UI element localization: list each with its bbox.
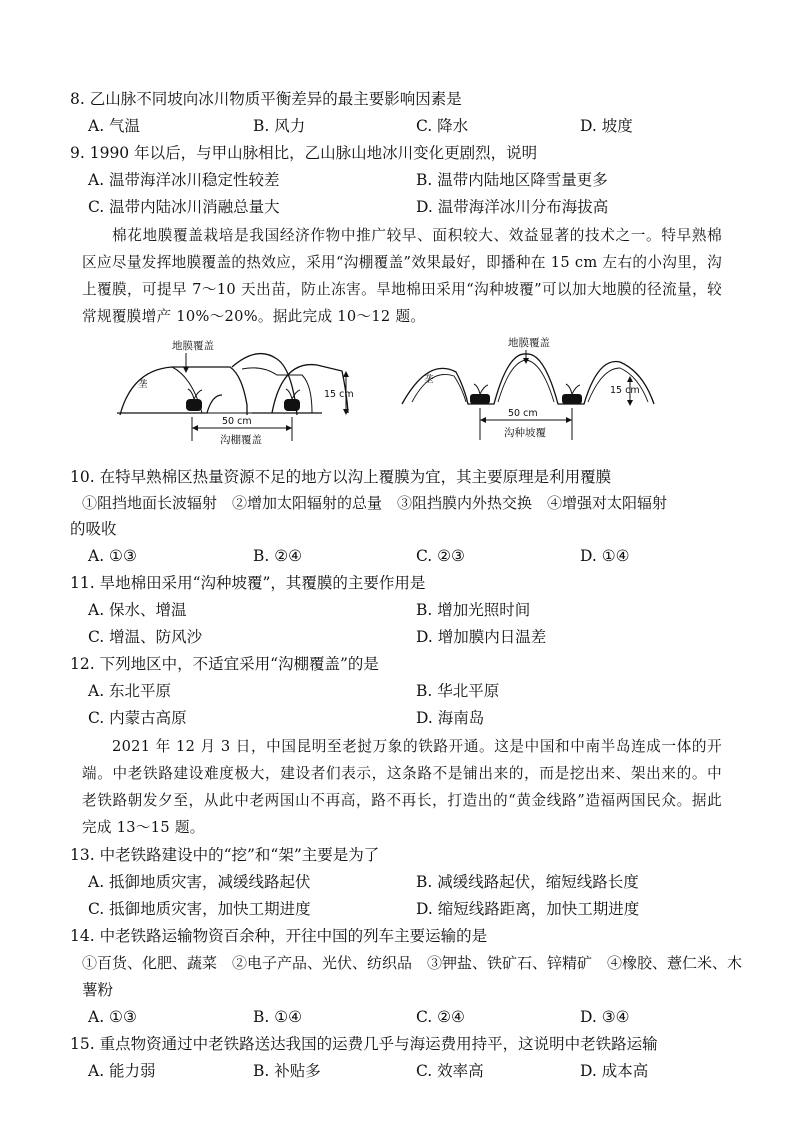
q9-option-b: B. 温带内陆地区降雪量更多	[416, 171, 608, 189]
q14-option-a: A. ①③	[88, 1008, 137, 1026]
right-top-label: 地膜覆盖	[508, 337, 550, 349]
q13-option-b: B. 减缓线路起伏，缩短线路长度	[416, 873, 639, 891]
q14-stem: 14. 中老铁路运输物资百余种，开往中国的列车主要运输的是	[70, 927, 488, 945]
q9-option-a: A. 温带海洋冰川稳定性较差	[88, 171, 280, 189]
q10-items-line2: 的吸收	[70, 520, 117, 538]
q10-stem: 10. 在特早熟棉区热量资源不足的地方以沟上覆膜为宜，其主要原理是利用覆膜	[70, 468, 612, 486]
q15-option-a: A. 能力弱	[88, 1062, 156, 1080]
right-height-label: 15 cm	[610, 385, 640, 396]
q10-option-c: C. ②③	[416, 547, 465, 565]
q8-option-a: A. 气温	[88, 117, 141, 135]
q10-items-line1: ①阻挡地面长波辐射 ②增加太阳辐射的总量 ③阻挡膜内外热交换 ④增强对太阳辐射	[82, 494, 668, 512]
left-ridge-label: 垄	[138, 379, 148, 390]
q11-stem: 11. 旱地棉田采用“沟种坡覆”，其覆膜的主要作用是	[70, 574, 426, 592]
right-bottom-label: 沟种坡覆	[504, 427, 546, 439]
q10-option-a: A. ①③	[88, 547, 137, 565]
q13-stem: 13. 中老铁路建设中的“挖”和“架”主要是为了	[70, 846, 380, 864]
diagram-furrow-shed-cover	[112, 335, 372, 450]
q11-option-d: D. 增加膜内日温差	[416, 628, 547, 646]
right-ridge-label: 垄	[424, 374, 434, 385]
q14-option-d: D. ③④	[580, 1008, 630, 1026]
q8-stem: 8. 乙山脉不同坡向冰川物质平衡差异的最主要影响因素是	[70, 90, 462, 108]
passage-cotton-mulching: 棉花地膜覆盖栽培是我国经济作物中推广较早、面积较大、效益显著的技术之一。特早熟棉区应尽量发挥地膜覆盖的热效应，采用“沟棚覆盖”效果最好，即播种在 15 cm 左右的小沟里，沟上覆膜，可提早 7～10 天出苗，防止冻害。旱地棉田采用“沟种坡覆”可以加大地膜的径流量，较常规覆膜增产 10%～20%。据此完成 10～12 题。	[82, 227, 722, 325]
q9-option-d: D. 温带海洋冰川分布海拔高	[416, 198, 609, 216]
q8-option-c: C. 降水	[416, 117, 469, 135]
q11-option-b: B. 增加光照时间	[416, 601, 531, 619]
q14-option-b: B. ①④	[253, 1008, 303, 1026]
passage-china-laos-railway: 2021 年 12 月 3 日，中国昆明至老挝万象的铁路开通。这是中国和中南半岛连成一体的开端。中老铁路建设难度极大，建设者们表示，这条路不是铺出来的，而是挖出来、架出来的。中老铁路朝发夕至，从此中老两国山不再高，路不再长，打造出的“黄金线路”造福两国民众。据此完成 13～15 题。	[82, 738, 722, 836]
q15-option-b: B. 补贴多	[253, 1062, 321, 1080]
left-top-label: 地膜覆盖	[172, 340, 214, 352]
q13-option-c: C. 抵御地质灾害，加快工期进度	[88, 900, 311, 918]
q13-option-a: A. 抵御地质灾害，减缓线路起伏	[88, 873, 311, 891]
q14-option-c: C. ②④	[416, 1008, 465, 1026]
q9-option-c: C. 温带内陆冰川消融总量大	[88, 198, 280, 216]
q15-option-c: C. 效率高	[416, 1062, 484, 1080]
q12-option-b: B. 华北平原	[416, 682, 500, 700]
right-width-label: 50 cm	[508, 408, 538, 419]
diagram-furrow-slope-cover	[398, 332, 668, 447]
q8-option-d: D. 坡度	[580, 117, 633, 135]
q12-option-d: D. 海南岛	[416, 709, 485, 727]
q8-option-b: B. 风力	[253, 117, 306, 135]
left-width-label: 50 cm	[222, 416, 252, 427]
q14-items-line1: ①百货、化肥、蔬菜 ②电子产品、光伏、纺织品 ③钾盐、铁矿石、锌精矿 ④橡胶、薏仁米、木	[82, 954, 743, 972]
left-bottom-label: 沟棚覆盖	[220, 434, 262, 446]
q13-option-d: D. 缩短线路距离，加快工期进度	[416, 900, 640, 918]
q10-option-d: D. ①④	[580, 547, 630, 565]
left-height-label: 15 cm	[324, 389, 354, 400]
q12-stem: 12. 下列地区中，不适宜采用“沟棚覆盖”的是	[70, 655, 379, 673]
q15-stem: 15. 重点物资通过中老铁路送达我国的运费几乎与海运费用持平，这说明中老铁路运输	[70, 1035, 658, 1053]
q12-option-c: C. 内蒙古高原	[88, 709, 187, 727]
q11-option-a: A. 保水、增温	[88, 601, 187, 619]
q14-items-line2: 薯粉	[82, 981, 114, 999]
q10-option-b: B. ②④	[253, 547, 303, 565]
q15-option-d: D. 成本高	[580, 1062, 649, 1080]
q11-option-c: C. 增温、防风沙	[88, 628, 203, 646]
q12-option-a: A. 东北平原	[88, 682, 172, 700]
q9-stem: 9. 1990 年以后，与甲山脉相比，乙山脉山地冰川变化更剧烈，说明	[70, 144, 538, 162]
